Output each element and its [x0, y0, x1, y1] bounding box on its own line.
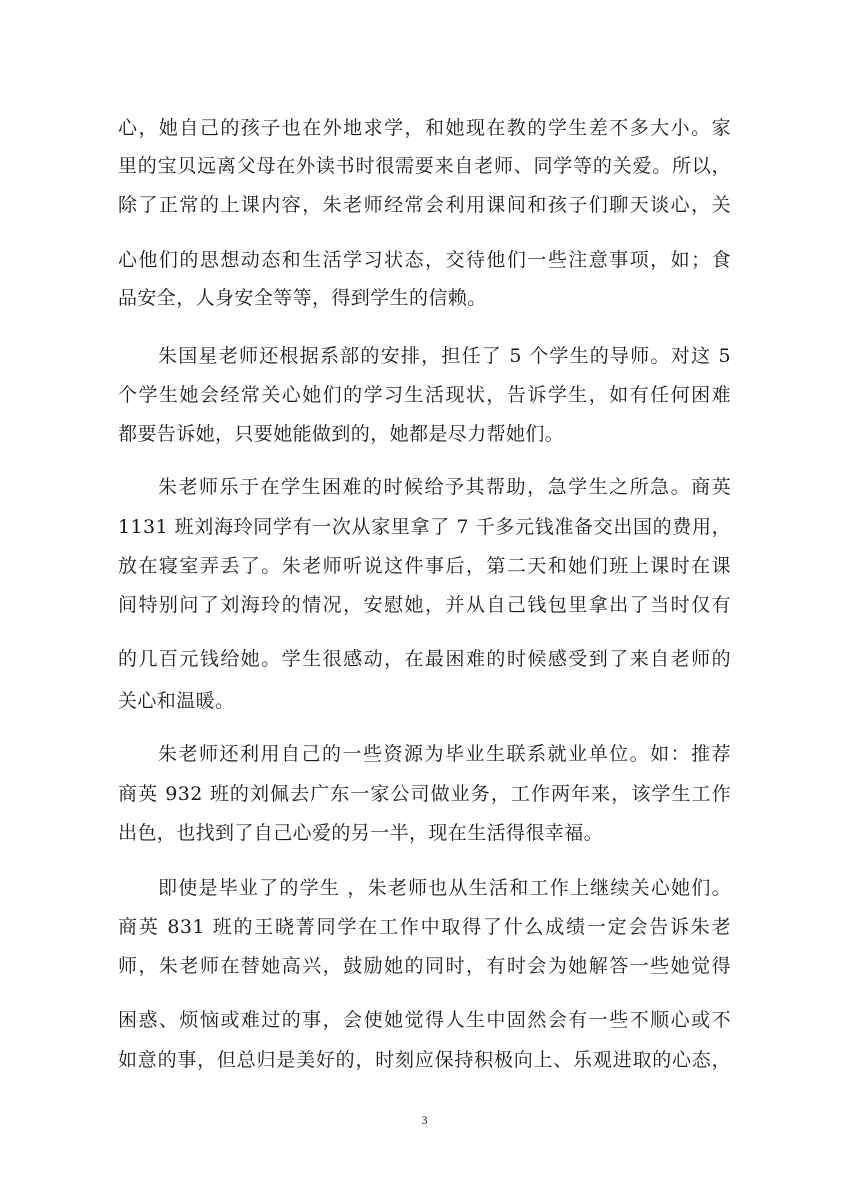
text-line: 朱国星老师还根据系部的安排，担任了 5 个学生的导师。对这 5: [158, 345, 731, 367]
text-line: 出色，也找到了自己心爱的另一半，现在生活得很幸福。: [118, 822, 604, 844]
text-line: 即使是毕业了的学生 ，朱老师也从生活和工作上继续关心她们。: [158, 877, 731, 899]
text-line: 都要告诉她，只要她能做到的，她都是尽力帮她们。: [118, 423, 565, 445]
text-line: 朱老师还利用自己的一些资源为毕业生联系就业单位。如：推荐: [158, 743, 731, 765]
text-line: 间特别问了刘海玲的情况，安慰她，并从自己钱包里拿出了当时仅有: [118, 594, 731, 616]
text-line: 除了正常的上课内容，朱老师经常会利用课间和孩子们聊天谈心，关: [118, 194, 731, 216]
text-line: 师，朱老师在替她高兴，鼓励她的同时，有时会为她解答一些她觉得: [118, 955, 731, 977]
text-line: 里的宝贝远离父母在外读书时很需要来自老师、同学等的关爱。所以，: [118, 155, 731, 177]
text-line: 如意的事，但总归是美好的，时刻应保持积极向上、乐观进取的心态，: [118, 1049, 731, 1071]
text-line: 商英 932 班的刘佩去广东一家公司做业务，工作两年来，该学生工作: [118, 783, 731, 805]
text-line: 1131 班刘海玲同学有一次从家里拿了 7 千多元钱准备交出国的费用，: [118, 516, 731, 538]
text-line: 放在寝室弄丢了。朱老师听说这件事后，第二天和她们班上课时在课: [118, 555, 731, 577]
page-number: 3: [421, 1113, 428, 1127]
text-line: 关心和温暖。: [118, 690, 235, 712]
text-line: 品安全，人身安全等等，得到学生的信赖。: [118, 287, 487, 309]
text-line: 困惑、烦恼或难过的事，会使她觉得人生中固然会有一些不顺心或不: [118, 1009, 731, 1031]
text-line: 商英 831 班的王晓菁同学在工作中取得了什么成绩一定会告诉朱老: [118, 916, 731, 938]
text-line: 的几百元钱给她。学生很感动，在最困难的时候感受到了来自老师的: [118, 648, 731, 670]
text-line: 个学生她会经常关心她们的学习生活现状，告诉学生，如有任何困难: [118, 384, 731, 406]
text-line: 心，她自己的孩子也在外地求学，和她现在教的学生差不多大小。家: [118, 117, 731, 139]
text-line: 心他们的思想动态和生活学习状态，交待他们一些注意事项，如；食: [118, 249, 731, 271]
text-line: 朱老师乐于在学生困难的时候给予其帮助，急学生之所急。商英: [158, 476, 731, 498]
